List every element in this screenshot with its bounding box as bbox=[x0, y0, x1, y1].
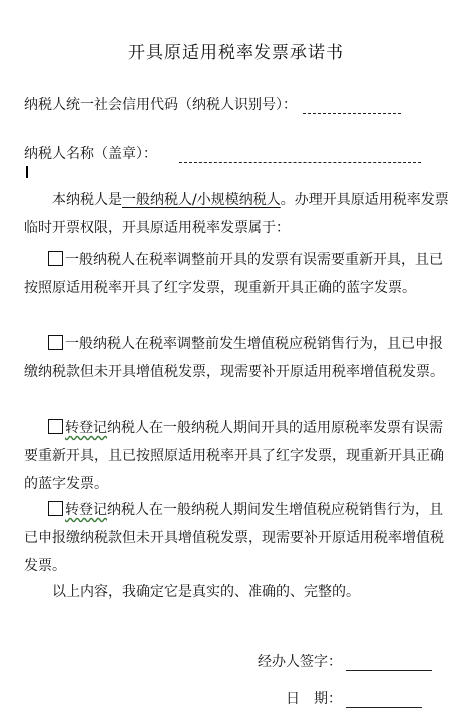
text-cursor bbox=[26, 166, 28, 178]
handler-signature-line[interactable] bbox=[346, 656, 432, 671]
option-2-checkbox[interactable] bbox=[48, 335, 63, 350]
option-3-checkbox[interactable] bbox=[48, 419, 63, 434]
intro-text-2: 。办理开具原适用税率发票临时开票权限，开具原适用税率发票属于： bbox=[24, 192, 449, 236]
date-label: 日 期： bbox=[286, 691, 342, 707]
taxpayer-name-label: 纳税人名称（盖章）： bbox=[24, 146, 157, 162]
taxpayer-name-input-line[interactable] bbox=[179, 148, 421, 163]
option-2-text: 一般纳税人在税率调整前发生增值税应税销售行为，且已申报缴纳税款但未开具增值税发票，现需要补开原适用税率增值税发票。 bbox=[24, 336, 444, 380]
date-line[interactable] bbox=[346, 693, 422, 708]
handler-signature-field bbox=[258, 651, 432, 671]
taxpayer-type-choice: 一般纳税人/小规模纳税人 bbox=[122, 192, 281, 208]
option-4 bbox=[24, 496, 454, 580]
declaration: 以上内容，我确定它是真实的、准确的、完整的。 bbox=[52, 584, 360, 600]
date-field bbox=[286, 688, 422, 708]
intro-paragraph bbox=[24, 186, 454, 242]
option-1-checkbox[interactable] bbox=[48, 251, 63, 266]
document-title: 开具原适用税率发票承诺书 bbox=[128, 43, 344, 63]
option-3-text: 纳税人在一般纳税人期间开具的适用原税率发票有误需要重新开具，且已按照原适用税率开具了红字发票，现重新开具正确的蓝字发票。 bbox=[24, 420, 444, 492]
handler-signature-label: 经办人签字： bbox=[258, 654, 342, 670]
option-4-text: 纳税人在一般纳税人期间发生增值税应税销售行为，且已申报缴纳税款但未开具增值税发票，现需要补开原适用税率增值税发票。 bbox=[24, 502, 444, 574]
taxpayer-id-field bbox=[24, 94, 401, 114]
intro-text-1: 本纳税人是 bbox=[52, 192, 122, 208]
taxpayer-id-label: 纳税人统一社会信用代码（纳税人识别号）： bbox=[24, 97, 297, 113]
taxpayer-id-input-line[interactable] bbox=[303, 99, 401, 114]
option-3-prefix: 转登记 bbox=[65, 420, 107, 436]
option-1 bbox=[24, 246, 454, 302]
option-1-text: 一般纳税人在税率调整前开具的发票有误需要重新开具，且已按照原适用税率开具了红字发票，现重新开具正确的蓝字发票。 bbox=[24, 252, 443, 296]
option-3 bbox=[24, 414, 454, 498]
taxpayer-name-field bbox=[24, 143, 421, 163]
option-2 bbox=[24, 330, 454, 386]
option-4-prefix: 转登记 bbox=[65, 502, 107, 518]
option-4-checkbox[interactable] bbox=[48, 501, 63, 516]
